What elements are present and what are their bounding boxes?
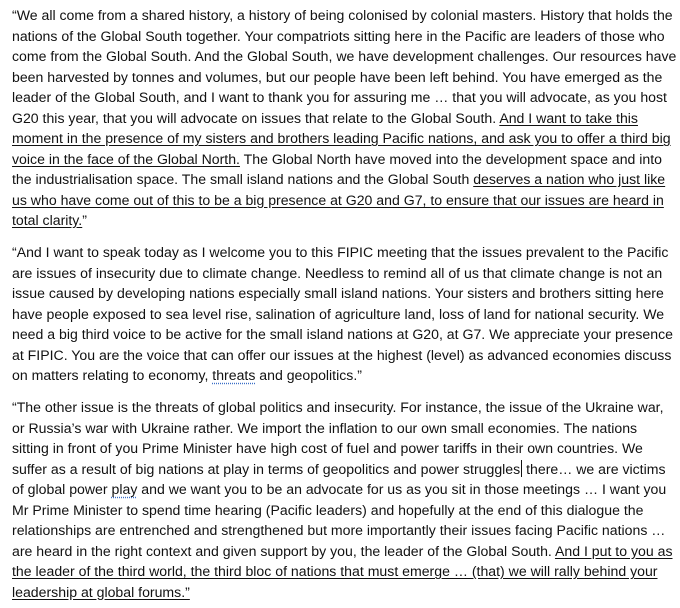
underlined-quote: And I put to you as the leader of the third world, the third bloc of nations that must emerge … (that) we will rally behind your leadership at global forums.” (12, 542, 673, 600)
paragraph-1 (12, 5, 677, 231)
text-segment: and geopolitics.” (255, 367, 362, 383)
text-segment: there… we are victims of global power (12, 460, 666, 497)
spellcheck-flagged-word[interactable]: threats (212, 367, 256, 383)
underlined-quote: deserves a nation who just like us who have come out of this to be a big presence at G20 and G7, to ensure that our issues are heard in total clarity. (12, 171, 666, 228)
underlined-quote: And I want to take this moment in the presence of my sisters and brothers leading Pacific nations, and ask you to offer a third big voice in the face of the Global North. (12, 109, 671, 167)
paragraph-2 (12, 242, 677, 386)
text-segment: The Global North have moved into the development space and into the industrialisation space. The small island nations and the Global South (12, 150, 663, 187)
document-body (12, 5, 677, 602)
spellcheck-flagged-word[interactable]: play (111, 481, 138, 497)
text-segment: ” (82, 212, 87, 228)
text-segment: “We all come from a shared history, a history of being colonised by colonial masters. History that holds the nations of the Global South together. Your compatriots sitting here in the Pacific are leaders of those who come from the Global South. And the Global South, we have development challenges. Our resources have been harvested by tonnes and volumes, but our people have been left behind. You have emerged as the leader of the Global South, and I want to thank you for assuring me … that you will advocate, as you host G20 this year, that you will advocate on issues that relate to the Global South. (12, 7, 677, 126)
paragraph-3 (12, 397, 677, 602)
text-segment: “The other issue is the threats of global politics and insecurity. For instance, the issue of the Ukraine war, or Russia’s war with Ukraine rather. We import the inflation to our own small economies. The nations sitting in front of you Prime Minister have high cost of fuel and power tariffs in their own countries. We suffer as a result of big nations at play in terms of geopolitics and power struggles (12, 399, 664, 477)
text-segment: “And I want to speak today as I welcome you to this FIPIC meeting that the issues prevalent to the Pacific are issues of insecurity due to climate change. Needless to remind all of us that climate change is not an issue caused by developing nations especially small island nations. Your sisters and brothers sitting here have people exposed to sea level rise, salination of agriculture land, loss of land for national security. We need a big third voice to be active for the small island nations at G20, at G7. We appreciate your presence at FIPIC. You are the voice that can offer our issues at the highest (level) as advanced economies discuss on matters relating to economy, (12, 244, 673, 383)
text-segment: and we want you to be an advocate for us as you sit in those meetings … I want you Mr Prime Minister to spend time hearing (Pacific leaders) and hopefully at the end of this dialogue the relationships are entrenched and strengthened but more importantly their issues facing Pacific nations … are heard in the right context and given support by you, the leader of the Global South. (12, 481, 667, 559)
